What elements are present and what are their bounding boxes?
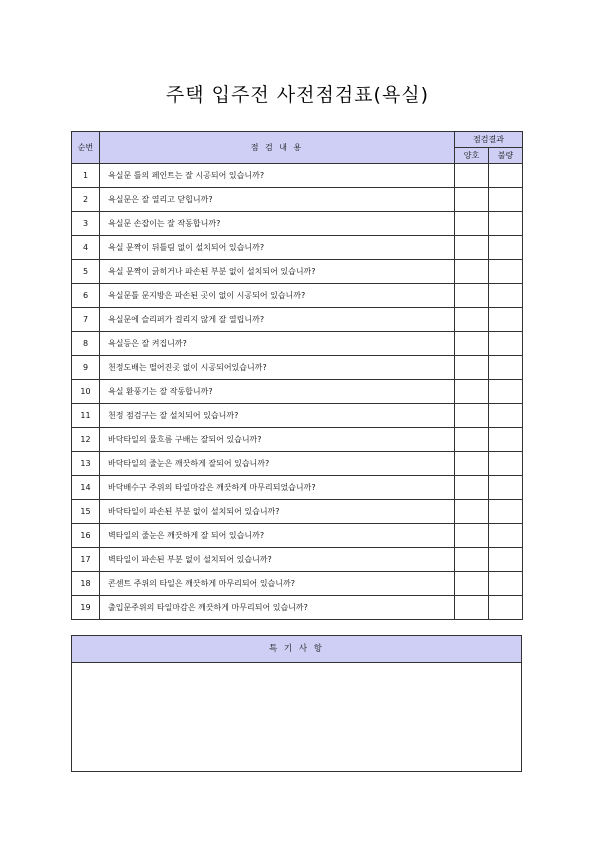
row-question: 욕실 환풍기는 잘 작동합니까? <box>100 380 455 404</box>
result-good-cell[interactable] <box>455 308 489 332</box>
result-good-cell[interactable] <box>455 164 489 188</box>
row-number: 17 <box>72 548 100 572</box>
page-title: 주택 입주전 사전점검표(욕실) <box>165 84 430 106</box>
row-question: 욕실문 손잡이는 잘 작동합니까? <box>100 212 455 236</box>
row-question: 바닥타일이 파손된 부분 없이 설치되어 있습니까? <box>100 500 455 524</box>
row-number: 11 <box>72 404 100 428</box>
result-good-cell[interactable] <box>455 356 489 380</box>
table-row <box>72 164 523 188</box>
row-question: 욕실등은 잘 켜집니까? <box>100 332 455 356</box>
result-good-cell[interactable] <box>455 428 489 452</box>
row-question: 출입문주위의 타일마감은 깨끗하게 마무리되어 있습니까? <box>100 596 455 620</box>
result-good-cell[interactable] <box>455 500 489 524</box>
result-bad-cell[interactable] <box>489 284 523 308</box>
row-question: 욕실 문짝이 뒤틀림 없이 설치되어 있습니까? <box>100 236 455 260</box>
result-good-cell[interactable] <box>455 524 489 548</box>
row-question: 욕실문 틀의 페인트는 잘 시공되어 있습니까? <box>100 164 455 188</box>
row-number: 14 <box>72 476 100 500</box>
row-number: 1 <box>72 164 100 188</box>
table-row <box>72 452 523 476</box>
remarks-box <box>71 635 522 772</box>
result-bad-cell[interactable] <box>489 260 523 284</box>
table-row <box>72 332 523 356</box>
table-row <box>72 428 523 452</box>
inspection-table <box>71 131 523 620</box>
table-row <box>72 236 523 260</box>
result-bad-cell[interactable] <box>489 356 523 380</box>
table-row <box>72 260 523 284</box>
result-bad-cell[interactable] <box>489 164 523 188</box>
table-row <box>72 404 523 428</box>
result-good-cell[interactable] <box>455 188 489 212</box>
table-row <box>72 284 523 308</box>
row-number: 3 <box>72 212 100 236</box>
row-question: 천정 점검구는 잘 설치되어 있습니까? <box>100 404 455 428</box>
table-row <box>72 188 523 212</box>
result-bad-cell[interactable] <box>489 236 523 260</box>
header-good: 양호 <box>455 148 489 164</box>
result-good-cell[interactable] <box>455 404 489 428</box>
result-good-cell[interactable] <box>455 548 489 572</box>
result-bad-cell[interactable] <box>489 308 523 332</box>
result-good-cell[interactable] <box>455 572 489 596</box>
table-row <box>72 356 523 380</box>
result-good-cell[interactable] <box>455 596 489 620</box>
result-good-cell[interactable] <box>455 380 489 404</box>
result-bad-cell[interactable] <box>489 404 523 428</box>
row-number: 7 <box>72 308 100 332</box>
result-good-cell[interactable] <box>455 476 489 500</box>
row-question: 바닥타일의 물흐름 구배는 잘되어 있습니까? <box>100 428 455 452</box>
result-good-cell[interactable] <box>455 284 489 308</box>
result-bad-cell[interactable] <box>489 596 523 620</box>
row-number: 8 <box>72 332 100 356</box>
header-result: 점검결과 <box>455 132 523 148</box>
row-number: 18 <box>72 572 100 596</box>
row-question: 천정도배는 떨어진곳 없이 시공되어있습니까? <box>100 356 455 380</box>
result-bad-cell[interactable] <box>489 524 523 548</box>
row-question: 욕실문에 슬리퍼가 걸리지 않게 잘 열립니까? <box>100 308 455 332</box>
table-row <box>72 380 523 404</box>
result-bad-cell[interactable] <box>489 428 523 452</box>
table-row <box>72 500 523 524</box>
result-good-cell[interactable] <box>455 452 489 476</box>
header-content: 점 검 내 용 <box>100 132 455 164</box>
table-row <box>72 476 523 500</box>
result-bad-cell[interactable] <box>489 476 523 500</box>
row-number: 16 <box>72 524 100 548</box>
table-row <box>72 548 523 572</box>
result-bad-cell[interactable] <box>489 212 523 236</box>
table-row <box>72 596 523 620</box>
result-good-cell[interactable] <box>455 260 489 284</box>
row-number: 15 <box>72 500 100 524</box>
result-good-cell[interactable] <box>455 236 489 260</box>
table-row <box>72 524 523 548</box>
result-bad-cell[interactable] <box>489 188 523 212</box>
remarks-header: 특 기 사 항 <box>72 636 521 663</box>
result-bad-cell[interactable] <box>489 452 523 476</box>
row-question: 욕실문은 잘 열리고 닫힙니까? <box>100 188 455 212</box>
result-bad-cell[interactable] <box>489 500 523 524</box>
row-number: 10 <box>72 380 100 404</box>
result-bad-cell[interactable] <box>489 332 523 356</box>
table-row <box>72 212 523 236</box>
row-question: 바닥배수구 주위의 타일마감은 깨끗하게 마무리되었습니까? <box>100 476 455 500</box>
row-number: 13 <box>72 452 100 476</box>
table-row <box>72 572 523 596</box>
result-good-cell[interactable] <box>455 332 489 356</box>
row-number: 4 <box>72 236 100 260</box>
row-number: 5 <box>72 260 100 284</box>
table-row <box>72 308 523 332</box>
row-question: 벽타일의 줄눈은 깨끗하게 잘 되어 있습니까? <box>100 524 455 548</box>
row-question: 욕실 문짝이 긁히거나 파손된 부분 없이 설치되어 있습니까? <box>100 260 455 284</box>
result-bad-cell[interactable] <box>489 572 523 596</box>
row-number: 9 <box>72 356 100 380</box>
row-number: 12 <box>72 428 100 452</box>
row-number: 2 <box>72 188 100 212</box>
row-question: 바닥타일의 줄눈은 깨끗하게 잘되어 있습니까? <box>100 452 455 476</box>
result-good-cell[interactable] <box>455 212 489 236</box>
header-number: 순번 <box>72 132 100 164</box>
row-number: 19 <box>72 596 100 620</box>
result-bad-cell[interactable] <box>489 548 523 572</box>
header-bad: 불량 <box>489 148 523 164</box>
result-bad-cell[interactable] <box>489 380 523 404</box>
row-number: 6 <box>72 284 100 308</box>
row-question: 콘센트 주위의 타일은 깨끗하게 마무리되어 있습니까? <box>100 572 455 596</box>
row-question: 욕실문틀 문지방은 파손된 곳이 없이 시공되어 있습니까? <box>100 284 455 308</box>
row-question: 벽타일이 파손된 부분 없이 설치되어 있습니까? <box>100 548 455 572</box>
